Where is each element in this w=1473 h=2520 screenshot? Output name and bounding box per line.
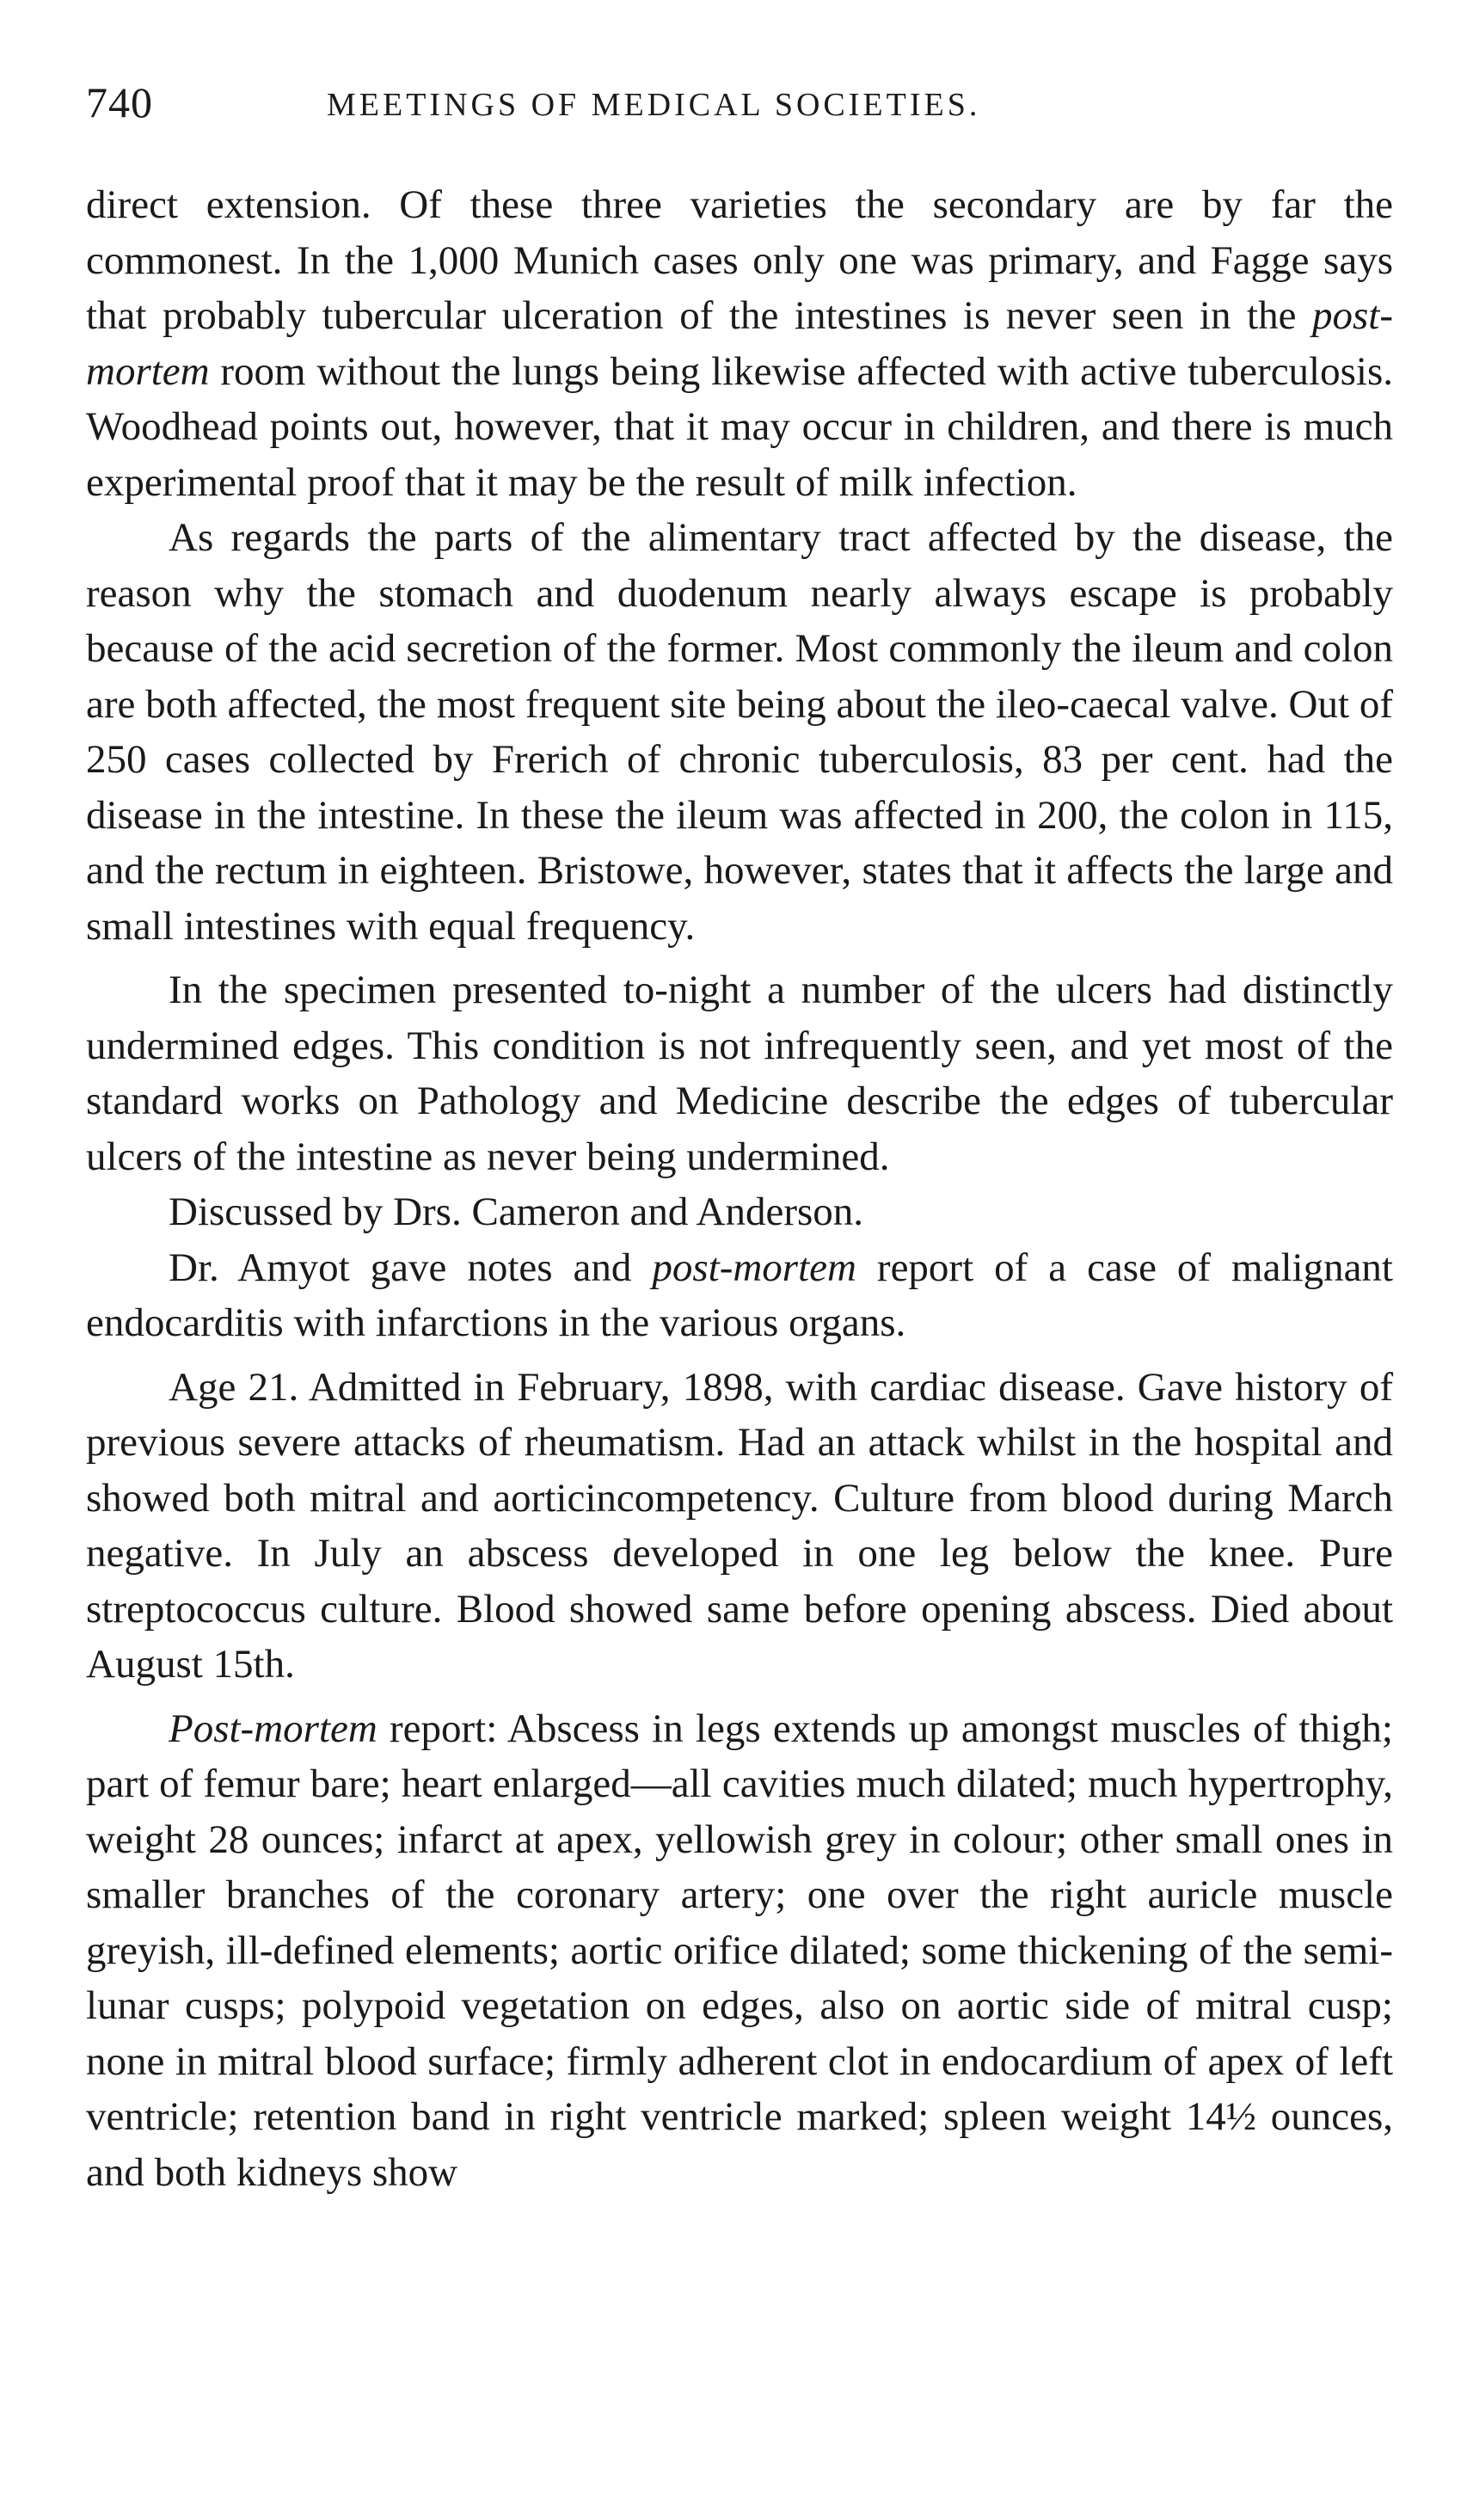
paragraph-1-text-b: room without the lungs being likewise affected with active tuberculosis. Woodhead points out, however, that it may occur in children, and there is much experimental proof that it may be the result of milk infection. [86,348,1393,505]
paragraph-5-text-b: report of a case of malignant endocarditis with infarctions in the various organs. [86,1245,1393,1345]
paragraph-1-italic: post-mortem [86,293,1393,394]
page-number: 740 [86,78,153,126]
paragraph-5-italic: post-mortem [652,1245,856,1290]
running-title: MEETINGS OF MEDICAL SOCIETIES. [327,87,981,123]
paragraph-5 [86,1240,1393,1351]
paragraph-7-text-b: report: Abscess in legs extends up amongst muscles of thigh; part of femur bare; heart enlarged—all cavities much dilated; much hypertrophy, weight 28 ounces; infarct at apex, yellowish grey in colour; other small ones in smaller branches of the coronary artery; one over the right auricle muscle greyish, ill-defined elements; aortic orifice dilated; some thickening of the semi-lunar cusps; polypoid vegetation on edges, also on aortic side of mitral cusp; none in mitral blood surface; firmly adherent clot in endocardium of apex of left ventricle; retention band in right ventricle marked; spleen weight 14½ ounces, and both kidneys show [86,1706,1393,2195]
paragraph-2: As regards the parts of the alimentary tract affected by the disease, the reason why the stomach and duodenum nearly always escape is probably because of the acid secretion of the former. Most commonly the ileum and colon are both affected, the most frequent site being about the ileo-caecal valve. Out of 250 cases collected by Frerich of chronic tuberculosis, 83 per cent. had the disease in the intestine. In these the ileum was affected in 200, the colon in 115, and the rectum in eighteen. Bristowe, however, states that it affects the large and small intestines with equal frequency. [86,515,1393,949]
paragraph-4: Discussed by Drs. Cameron and Anderson. [169,1189,864,1234]
paragraph-7-italic: Post-mortem [169,1706,377,1751]
paragraph-7 [86,1701,1393,2201]
paragraph-5-text-a: Dr. Amyot gave notes and [169,1245,653,1290]
body-text [86,177,1393,2200]
paragraph-1 [86,177,1393,510]
book-page [86,69,1393,2200]
paragraph-6: Age 21. Admitted in February, 1898, with cardiac disease. Gave history of previous severe attacks of rheumatism. Had an attack whilst in the hospital and showed both mitral and aorticincompetency. Culture from blood during March negative. In July an abscess developed in one leg below the knee. Pure streptococcus culture. Blood showed same before opening abscess. Died about August 15th. [86,1364,1393,1687]
paragraph-1-text-a: direct extension. Of these three varieties the secondary are by far the commonest. In the 1,000 Munich cases only one was primary, and Fagge says that probably tubercular ulceration of the intestines is never seen in the [86,182,1393,338]
paragraph-3: In the specimen presented to-night a number of the ulcers had distinctly undermined edges. This condition is not infrequently seen, and yet most of the standard works on Pathology and Medicine describe the edges of tubercular ulcers of the intestine as never being undermined. [86,968,1393,1179]
page-header [86,69,1393,138]
